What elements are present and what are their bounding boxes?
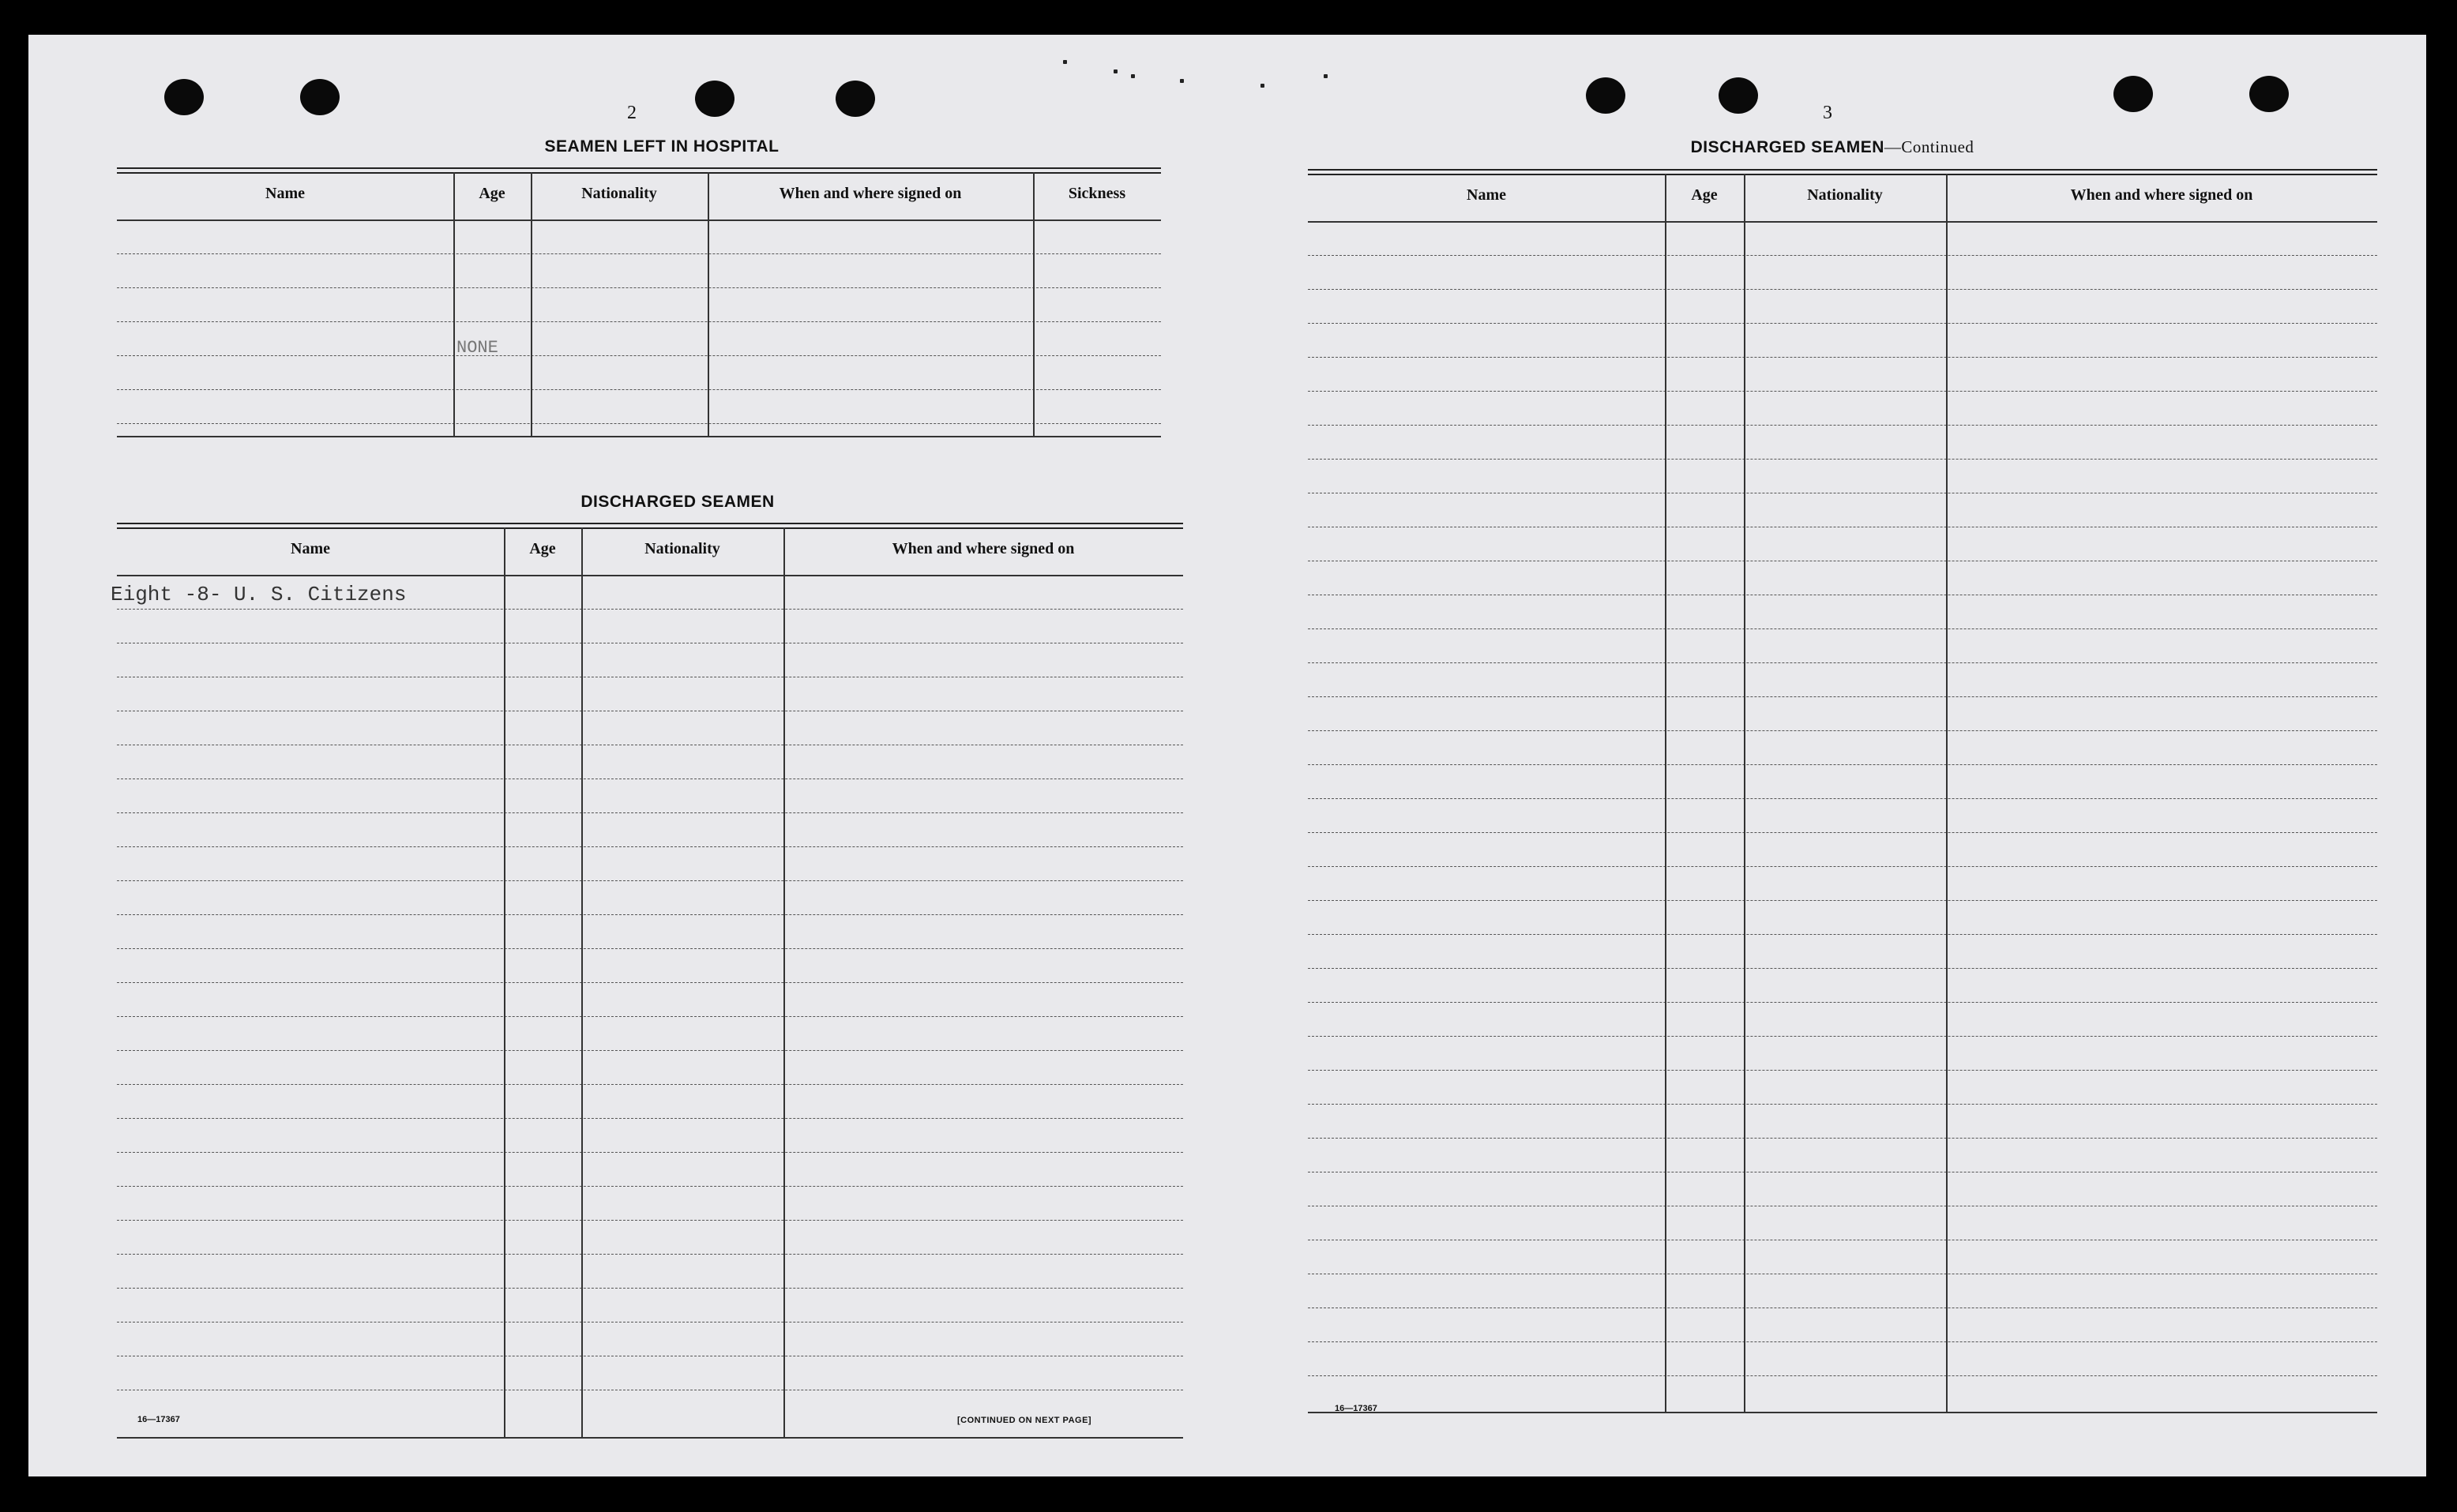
hospital-col-name: Name xyxy=(265,185,305,202)
ink-speck xyxy=(1063,60,1067,64)
ink-speck xyxy=(1260,84,1264,88)
discharged-table-left xyxy=(117,523,1183,1446)
continued-note: [CONTINUED ON NEXT PAGE] xyxy=(957,1416,1092,1425)
form-code-right: 16—17367 xyxy=(1335,1404,1377,1413)
title-suffix: —Continued xyxy=(1884,137,1974,156)
punch-hole xyxy=(300,79,340,115)
hospital-col-age: Age xyxy=(479,185,505,202)
right-col-nationality: Nationality xyxy=(1807,186,1883,204)
punch-hole xyxy=(836,81,875,117)
page-number-left: 2 xyxy=(627,103,637,123)
hospital-table xyxy=(117,167,1161,475)
discharged-continued-title xyxy=(1611,137,2053,157)
discharged-col-name: Name xyxy=(291,540,330,557)
punch-hole xyxy=(1719,77,1758,114)
right-col-name: Name xyxy=(1467,186,1506,204)
punch-hole xyxy=(695,81,734,117)
discharged-col-nationality: Nationality xyxy=(644,540,720,557)
discharged-col-signed-on: When and where signed on xyxy=(892,540,1075,557)
hospital-col-signed-on: When and where signed on xyxy=(779,185,962,202)
ink-speck xyxy=(1131,74,1135,78)
discharged-col-age: Age xyxy=(529,540,556,557)
right-col-signed-on: When and where signed on xyxy=(2070,186,2253,204)
ink-speck xyxy=(1324,74,1328,78)
punch-hole xyxy=(2113,76,2153,112)
hospital-col-nationality: Nationality xyxy=(581,185,657,202)
punch-hole xyxy=(1586,77,1625,114)
ink-speck xyxy=(1180,79,1184,83)
punch-hole xyxy=(164,79,204,115)
punch-hole xyxy=(2249,76,2289,112)
none-stamp: NONE xyxy=(456,338,498,358)
ink-speck xyxy=(1114,69,1118,73)
hospital-section-title: SEAMEN LEFT IN HOSPITAL xyxy=(544,137,780,156)
document-sheet xyxy=(28,35,2426,1476)
title-main: DISCHARGED SEAMEN xyxy=(1690,138,1884,156)
page-number-right: 3 xyxy=(1823,103,1832,123)
hospital-col-sickness: Sickness xyxy=(1068,185,1126,202)
form-code-left: 16—17367 xyxy=(137,1415,180,1424)
typed-entry: Eight -8- U. S. Citizens xyxy=(111,583,407,606)
discharged-table-right xyxy=(1308,169,2377,1432)
right-col-age: Age xyxy=(1691,186,1718,204)
discharged-section-title: DISCHARGED SEAMEN xyxy=(580,493,775,511)
